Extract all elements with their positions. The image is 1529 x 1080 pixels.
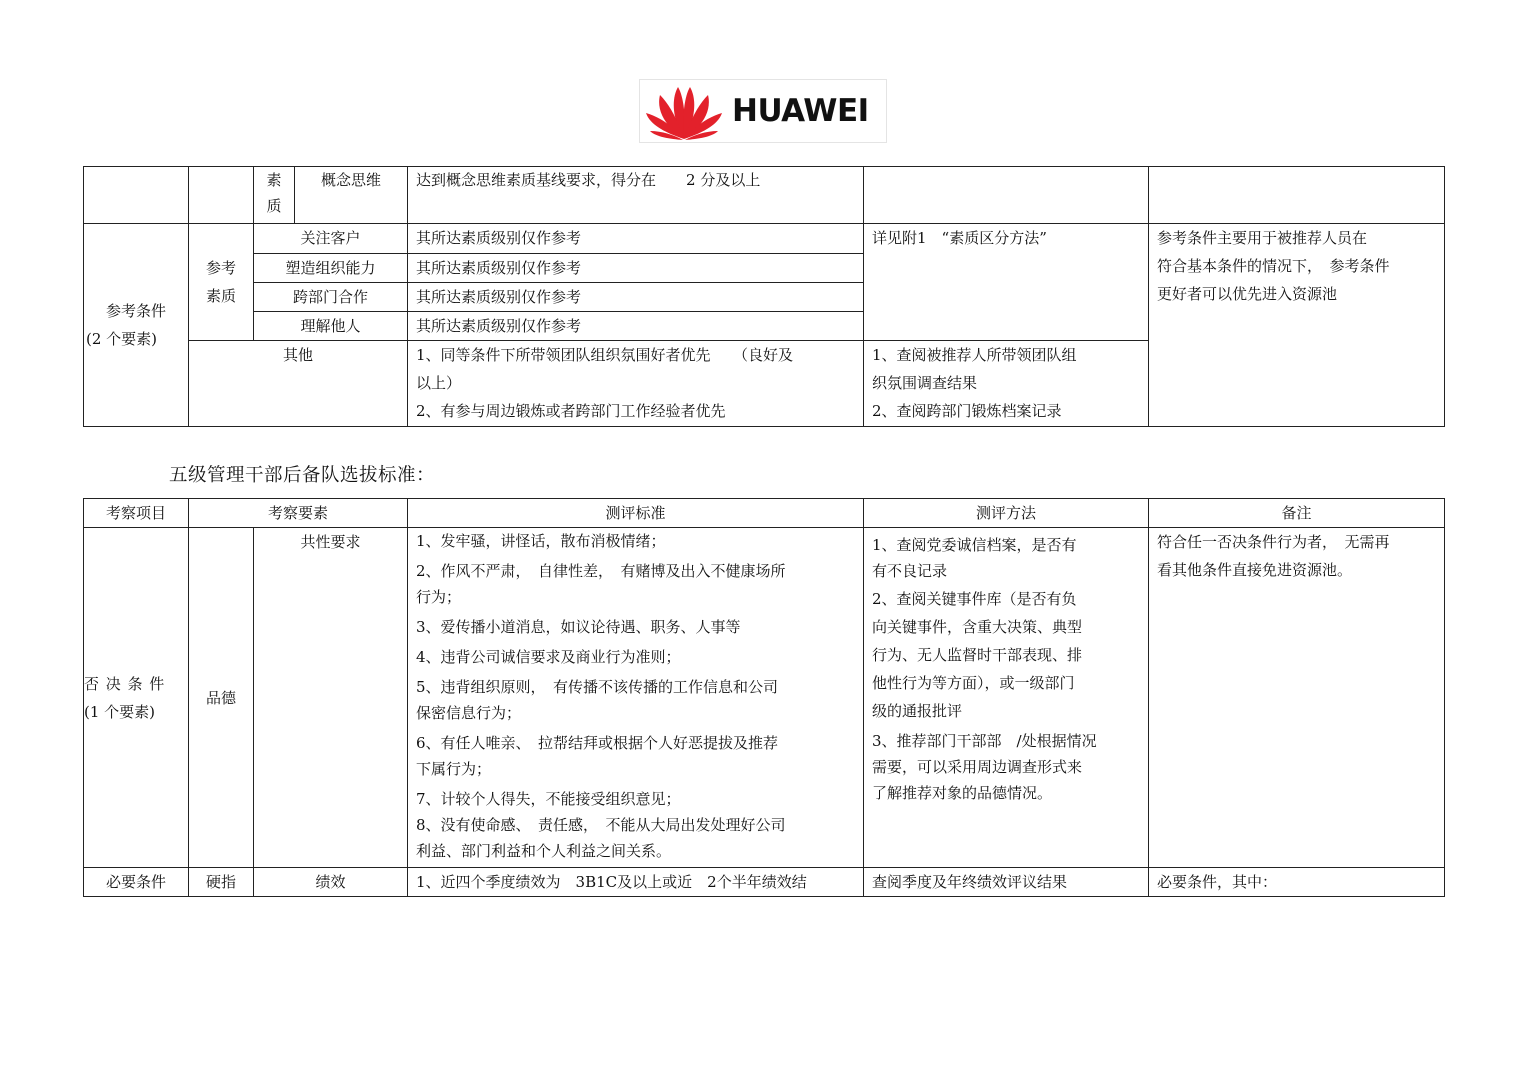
empty-cell xyxy=(189,167,254,224)
selection-standards-table xyxy=(83,498,1445,897)
header-item: 考察项目 xyxy=(84,499,189,528)
empty-cell xyxy=(84,167,189,224)
header-element: 考察要素 xyxy=(189,499,408,528)
ref-note: 参考条件主要用于被推荐人员在 符合基本条件的情况下， 参考条件 更好者可以优先进入资源池 xyxy=(1149,224,1445,427)
required-conditions-label: 必要条件 xyxy=(84,868,189,897)
ref-other-name: 其他 xyxy=(189,341,408,427)
empty-cell xyxy=(864,167,1149,224)
ref-other-method: 1、查阅被推荐人所带领团队组 织氛围调查结果 2、查阅跨部门锻炼档案记录 xyxy=(864,341,1149,427)
header-method: 测评方法 xyxy=(864,499,1149,528)
required-method: 查阅季度及年终绩效评议结果 xyxy=(864,868,1149,897)
required-category: 硬指 xyxy=(189,868,254,897)
ref-item-name: 关注客户 xyxy=(254,224,408,254)
empty-cell xyxy=(1149,167,1445,224)
logo-wordmark: HUAWEI xyxy=(732,93,869,129)
veto-category: 品德 xyxy=(189,528,254,868)
veto-methods: 1、查阅党委诚信档案，是否有 有不良记录 2、查阅关键事件库（是否有负 向关键事件，含重大决策、典型 行为、无人监督时干部表现、排 他性行为等方面），或一级部门 级的通报批评 3、推荐部门干部部 /处根据情况 需要，可以采用周边调查形式来 了解推荐对象的品德情况。 xyxy=(864,528,1149,868)
veto-item: 共性要求 xyxy=(254,528,408,868)
section-heading: 五级管理干部后备队选拔标准： xyxy=(169,465,436,486)
required-note: 必要条件，其中： xyxy=(1149,868,1445,897)
quality-table xyxy=(83,166,1445,427)
huawei-logo xyxy=(639,79,887,143)
ref-item-name: 塑造组织能力 xyxy=(254,254,408,283)
header-standard: 测评标准 xyxy=(408,499,864,528)
header-note: 备注 xyxy=(1149,499,1445,528)
ref-quality-category: 参考 素质 xyxy=(189,224,254,341)
huawei-petals-icon xyxy=(644,83,724,141)
ref-item-standard: 其所达素质级别仅作参考 xyxy=(408,224,864,254)
ref-item-name: 理解他人 xyxy=(254,312,408,341)
ref-other-standard: 1、同等条件下所带领团队组织氛围好者优先 （良好及 以上） 2、有参与周边锻炼或者跨部门工作经验者优先 xyxy=(408,341,864,427)
ref-conditions-label: 参考条件 (2 个要素) xyxy=(84,224,189,427)
required-standard: 1、近四个季度绩效为 3B1C及以上或近 2个半年绩效结 xyxy=(408,868,864,897)
quality-sub-label: 素 质 xyxy=(254,167,295,224)
concept-thinking-item: 概念思维 xyxy=(295,167,408,224)
required-item: 绩效 xyxy=(254,868,408,897)
ref-item-standard: 其所达素质级别仅作参考 xyxy=(408,254,864,283)
veto-standards: 1、发牢骚，讲怪话，散布消极情绪； 2、作风不严肃， 自律性差， 有赌博及出入不健康场所 行为； 3、爱传播小道消息，如议论待遇、职务、人事等 4、违背公司诚信要求及商业行为准则； 5、违背组织原则， 有传播不该传播的工作信息和公司 保密信息行为； 6、有任人唯亲、 拉帮结拜或根据个人好恶提拔及推荐 下属行为； 7、计较个人得失，不能接受组织意见； 8、没有使命感、 责任感， 不能从大局出发处理好公司 利益、部门利益和个人利益之间关系。 xyxy=(408,528,864,868)
ref-method: 详见附1 “素质区分方法” xyxy=(864,224,1149,341)
concept-thinking-standard: 达到概念思维素质基线要求，得分在 2 分及以上 xyxy=(408,167,864,224)
ref-item-name: 跨部门合作 xyxy=(254,283,408,312)
ref-item-standard: 其所达素质级别仅作参考 xyxy=(408,283,864,312)
ref-item-standard: 其所达素质级别仅作参考 xyxy=(408,312,864,341)
veto-conditions-label: 否 决 条 件 (1 个要素) xyxy=(84,528,189,868)
veto-note: 符合任一否决条件行为者， 无需再 看其他条件直接免进资源池。 xyxy=(1149,528,1445,868)
